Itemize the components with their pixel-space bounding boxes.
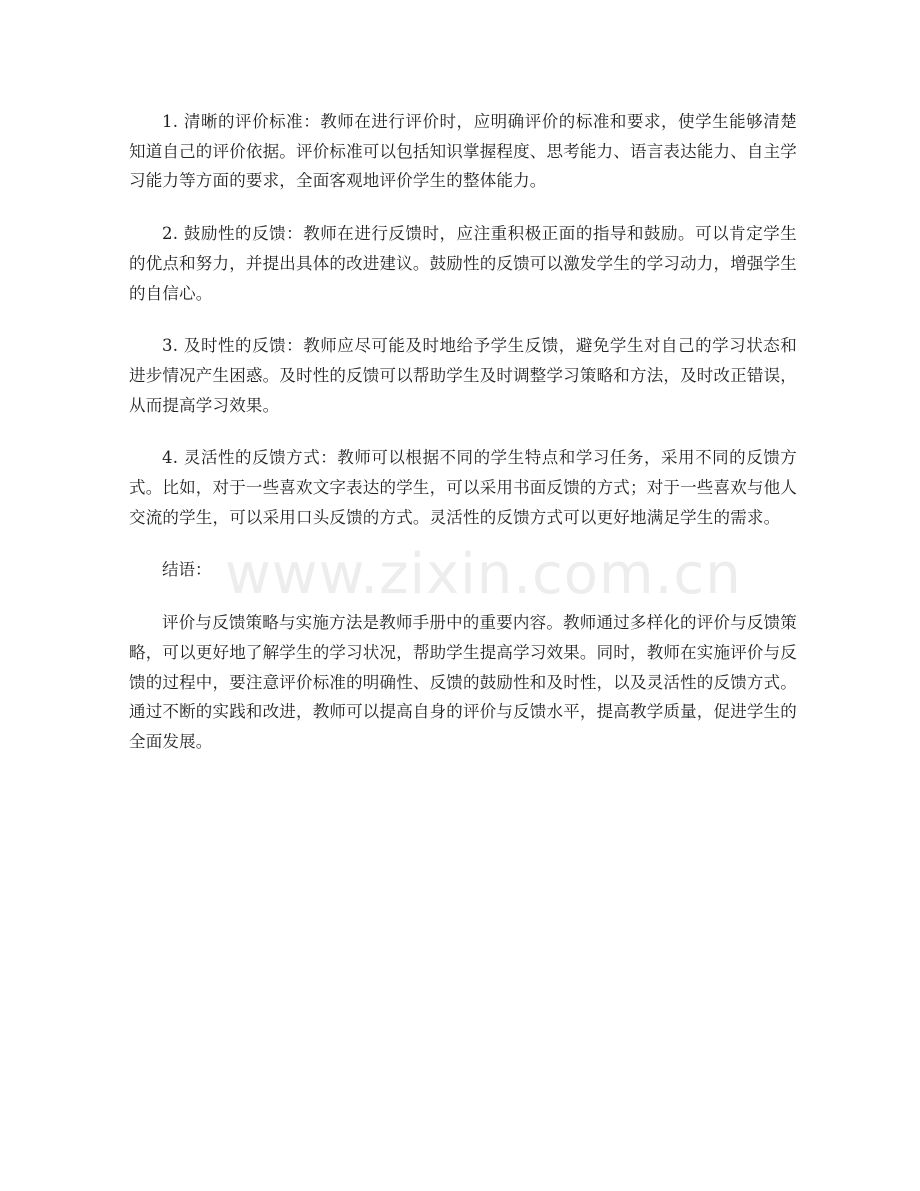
paragraph-flexible-feedback: 4. 灵活性的反馈方式：教师可以根据不同的学生特点和学习任务，采用不同的反馈方式。比如，对于一些喜欢文字表达的学生，可以采用书面反馈的方式；对于一些喜欢与他人交流的学生，可以采用口头反馈的方式。灵活性的反馈方式可以更好地满足学生的需求。: [129, 448, 797, 527]
document-body: [129, 107, 797, 780]
paragraph-evaluation-standards: 1. 清晰的评价标准：教师在进行评价时，应明确评价的标准和要求，使学生能够清楚知道自己的评价依据。评价标准可以包括知识掌握程度、思考能力、语言表达能力、自主学习能力等方面的要求，全面客观地评价学生的整体能力。: [129, 112, 797, 191]
conclusion-paragraph: 评价与反馈策略与实施方法是教师手册中的重要内容。教师通过多样化的评价与反馈策略，可以更好地了解学生的学习状况，帮助学生提高学习效果。同时，教师在实施评价与反馈的过程中，要注意评价标准的明确性、反馈的鼓励性和及时性，以及灵活性的反馈方式。通过不断的实践和改进，教师可以提高自身的评价与反馈水平，提高教学质量，促进学生的全面发展。: [129, 613, 797, 751]
conclusion-heading: 结语：: [162, 560, 212, 580]
watermark: www.zixin.com.cn: [225, 542, 742, 607]
paragraph-encouraging-feedback: 2. 鼓励性的反馈：教师在进行反馈时，应注重积极正面的指导和鼓励。可以肯定学生的优点和努力，并提出具体的改进建议。鼓励性的反馈可以激发学生的学习动力，增强学生的自信心。: [129, 224, 797, 303]
paragraph-timely-feedback: 3. 及时性的反馈：教师应尽可能及时地给予学生反馈，避免学生对自己的学习状态和进步情况产生困惑。及时性的反馈可以帮助学生及时调整学习策略和方法，及时改正错误，从而提高学习效果。: [129, 336, 797, 415]
